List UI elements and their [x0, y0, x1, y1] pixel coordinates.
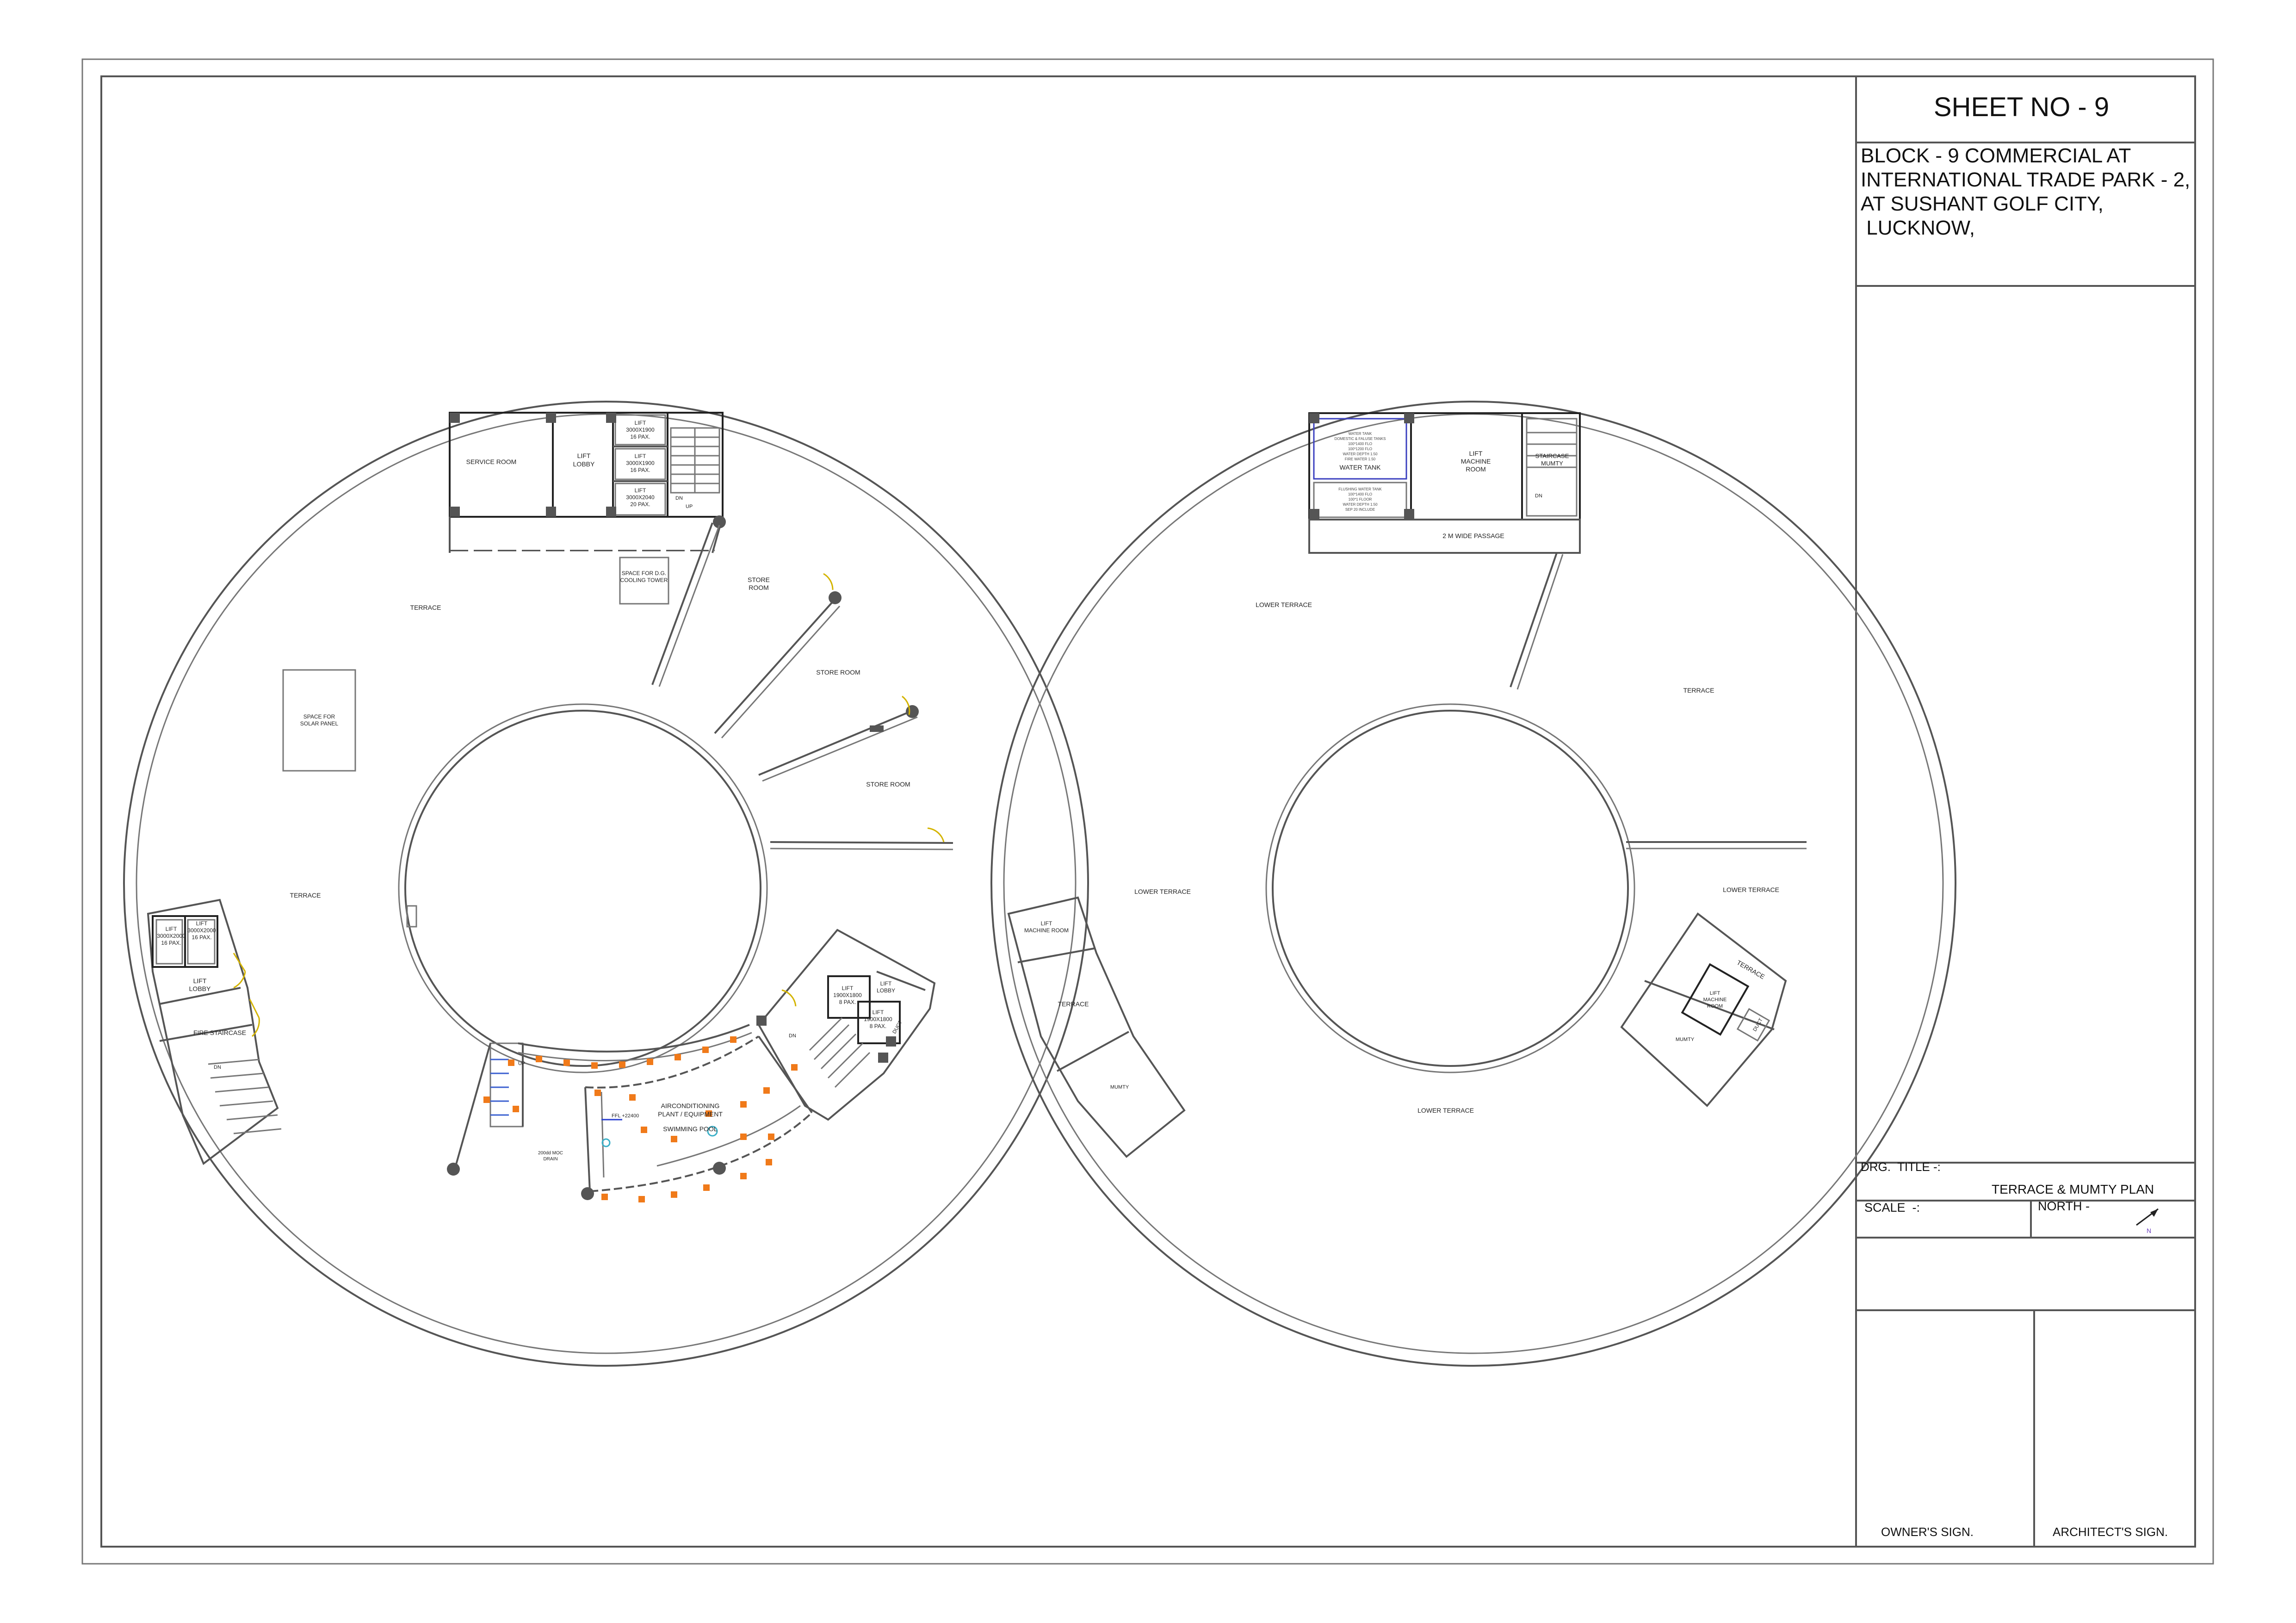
terrace-top-label: TERRACE: [410, 604, 441, 611]
water-tank-label: WATER TANK: [1339, 464, 1381, 471]
title-block: [1856, 76, 2195, 1547]
east-lift-a-label: LIFT 1900X1800 8 PAX.: [833, 985, 862, 1005]
west-dn-label: DN: [214, 1065, 221, 1070]
terrace-east-label: TERRACE: [1683, 687, 1714, 694]
flushing-notes-label: FLUSHING WATER TANK 100*1400 FLO 100*1 FLOOR WATER DEPTH 1.50 SEP 20 INCLUDE: [1338, 487, 1382, 512]
dn-label: DN: [675, 496, 683, 501]
store-room-1-label: STORE ROOM: [748, 576, 770, 591]
architect-signature-label: ARCHITECT'S SIGN.: [2053, 1525, 2168, 1539]
lower-terrace-top-label: LOWER TERRACE: [1256, 601, 1312, 608]
sheet-number: SHEET NO - 9: [1933, 92, 2110, 122]
lift-1-label: LIFT 3000X1900 16 PAX.: [626, 420, 655, 440]
project-line-2: INTERNATIONAL TRADE PARK - 2,: [1861, 168, 2191, 191]
store-room-2-label: STORE ROOM: [816, 669, 860, 676]
west-terrace-label: TERRACE: [1058, 1000, 1089, 1008]
se-duct-label: DUCT: [1752, 1017, 1764, 1033]
ac-plant-label: AIRCONDITIONING PLANT / EQUIPMENT: [658, 1102, 723, 1118]
drawing-title-label: DRG. TITLE -:: [1861, 1160, 1941, 1174]
water-tank-notes-label: WATER TANK DOMESTIC & FALUSE TANKS 100*1400 FLO 100*1200 FLO WATER DEPTH 1.50 FIRE WATER 1.50: [1334, 432, 1386, 461]
se-mumty-label: MUMTY: [1675, 1037, 1695, 1042]
dg-cooling-label: SPACE FOR D.G. COOLING TOWER: [620, 570, 668, 583]
lift-lobby-label: LIFT LOBBY: [573, 452, 595, 468]
east-duct-label: DUCT: [891, 1020, 904, 1035]
lower-terrace-west-label: LOWER TERRACE: [1134, 888, 1191, 895]
up2-label: UP: [518, 1061, 526, 1066]
terrace-plan-left: [124, 402, 1088, 1366]
multiline-labels-left: [157, 420, 895, 1162]
staircase-mumty-label: STAIRCASE MUMTY: [1535, 452, 1569, 467]
owner-signature-label: OWNER'S SIGN.: [1881, 1525, 1974, 1539]
right-dn-label: DN: [1535, 493, 1542, 499]
lift-3-label: LIFT 3000X2040 20 PAX.: [626, 487, 655, 508]
drawing-title-value: TERRACE & MUMTY PLAN: [1992, 1182, 2154, 1196]
north-arrow-icon: [2136, 1209, 2158, 1234]
north-mark: N: [2147, 1227, 2152, 1234]
swimming-pool-label: SWIMMING POOL: [663, 1125, 718, 1133]
east-lift-b-label: LIFT 1900X1800 8 PAX.: [864, 1009, 892, 1029]
outer-border: [82, 59, 2213, 1564]
west-lift-machine-label: LIFT MACHINE ROOM: [1024, 920, 1069, 934]
mumty-plan-right: [991, 402, 1956, 1366]
passage-label: 2 M WIDE PASSAGE: [1442, 532, 1504, 539]
se-lift-machine-label: LIFT MACHINE ROOM: [1703, 991, 1727, 1009]
pool-level-label: FFL +22400: [612, 1113, 639, 1119]
fire-staircase-label: FIRE STAIRCASE: [193, 1029, 247, 1036]
lower-terrace-east-label: LOWER TERRACE: [1723, 886, 1779, 893]
west-lift-lobby-label: LIFT LOBBY: [189, 977, 211, 992]
project-line-3: AT SUSHANT GOLF CITY,: [1861, 192, 2104, 215]
west-mumty-label: MUMTY: [1110, 1084, 1129, 1090]
solar-panel-label: SPACE FOR SOLAR PANEL: [300, 713, 339, 727]
west-lift-b-label: LIFT 3000X2000 16 PAX.: [187, 920, 216, 941]
store-room-3-label: STORE ROOM: [866, 781, 910, 788]
terrace-left-label: TERRACE: [290, 892, 321, 899]
east-dn-label: DN: [789, 1033, 796, 1039]
north-label: NORTH -: [2038, 1199, 2090, 1213]
lift-machine-room-label: LIFT MACHINE ROOM: [1461, 450, 1491, 473]
se-terrace-label: TERRACE: [1735, 959, 1766, 981]
lift-2-label: LIFT 3000X1900 16 PAX.: [626, 453, 655, 473]
service-room-label: SERVICE ROOM: [466, 458, 517, 465]
project-line-4: LUCKNOW,: [1861, 217, 1975, 239]
west-lift-a-label: LIFT 3000X2000 16 PAX.: [157, 926, 186, 946]
project-line-1: BLOCK - 9 COMMERCIAL AT: [1861, 144, 2131, 167]
drain-note-label: 200dd MOC DRAIN: [538, 1151, 563, 1162]
up-label: UP: [686, 504, 693, 509]
east-lift-lobby-label: LIFT LOBBY: [876, 980, 896, 994]
lower-terrace-south-label: LOWER TERRACE: [1417, 1107, 1474, 1114]
scale-label: SCALE -:: [1864, 1201, 1920, 1214]
